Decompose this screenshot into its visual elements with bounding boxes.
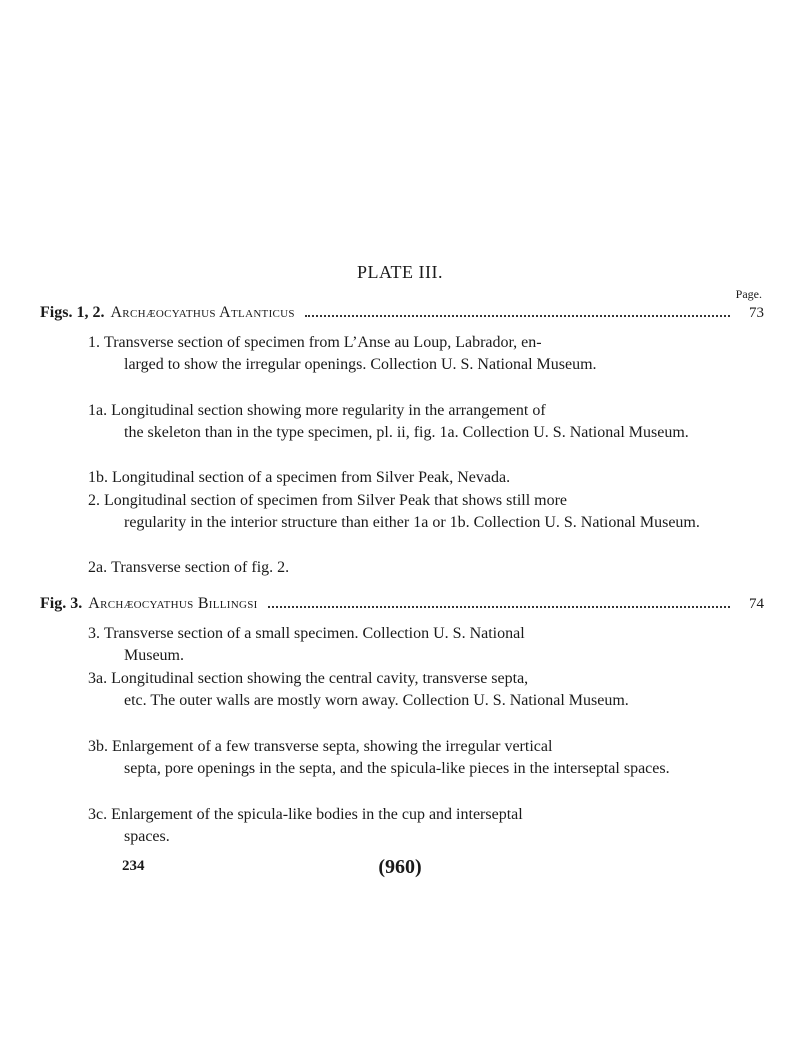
- page-reference: 73: [749, 305, 764, 321]
- entry-id: 3b.: [88, 738, 108, 755]
- page-column-label: Page.: [735, 287, 762, 301]
- entry-text: Transverse section of a small specimen. Collection U. S. National: [104, 625, 525, 642]
- entry-2: [88, 490, 720, 534]
- entry-3c: [88, 804, 720, 848]
- entry-text: Longitudinal section showing the central cavity, transverse septa,: [111, 670, 529, 687]
- entry-3: [88, 623, 720, 667]
- entry-continuation: septa, pore openings in the septa, and the spicula-like pieces in the interseptal spaces.: [124, 760, 670, 777]
- species-name: Archæocyathus Atlanticus: [110, 304, 295, 321]
- entry-text: Longitudinal section showing more regularity in the arrangement of: [111, 402, 546, 419]
- page-number: 234: [122, 858, 145, 874]
- entry-text: Longitudinal section of a specimen from Silver Peak, Nevada.: [112, 469, 511, 486]
- entry-id: 1a.: [88, 402, 108, 419]
- entry-1: [88, 332, 720, 376]
- species-name: Archæocyathus Billingsi: [88, 595, 258, 612]
- dot-leader: [305, 314, 730, 317]
- entry-id: 3a.: [88, 670, 108, 687]
- entry-id: 3c.: [88, 806, 108, 823]
- entry-continuation: larged to show the irregular openings. Collection U. S. National Museum.: [124, 356, 597, 373]
- entry-continuation: the skeleton than in the type specimen, pl. ii, fig. 1a. Collection U. S. National Museum.: [124, 424, 689, 441]
- dot-leader: [268, 605, 730, 608]
- entry-text: Enlargement of a few transverse septa, showing the irregular vertical: [112, 738, 553, 755]
- section-label: Fig. 3.: [40, 595, 83, 612]
- entry-id: 1.: [88, 334, 100, 351]
- entry-id: 3.: [88, 625, 100, 642]
- page-reference: 74: [749, 596, 764, 612]
- entry-3a: [88, 668, 720, 712]
- entry-text: Longitudinal section of specimen from Silver Peak that shows still more: [104, 492, 568, 509]
- entry-id: 1b.: [88, 469, 108, 486]
- entry-text: Transverse section of fig. 2.: [111, 559, 290, 576]
- section-label: Figs. 1, 2.: [40, 304, 105, 321]
- entry-text: Enlargement of the spicula-like bodies in the cup and interseptal: [111, 806, 523, 823]
- entry-id: 2a.: [88, 559, 108, 576]
- entry-id: 2.: [88, 492, 100, 509]
- center-page-number: (960): [378, 856, 422, 878]
- entry-continuation: regularity in the interior structure than either 1a or 1b. Collection U. S. National Museum.: [124, 514, 700, 531]
- section-header-2: [40, 595, 764, 613]
- entry-1b: [88, 467, 720, 489]
- section-header-1: [40, 304, 764, 322]
- plate-title: PLATE III.: [357, 262, 443, 282]
- entry-2a: [88, 557, 720, 579]
- entry-continuation: spaces.: [124, 828, 170, 845]
- entry-1a: [88, 400, 720, 444]
- entry-text: Transverse section of specimen from L’Anse au Loup, Labrador, en-: [104, 334, 542, 351]
- entry-continuation: etc. The outer walls are mostly worn away. Collection U. S. National Museum.: [124, 692, 629, 709]
- entry-3b: [88, 736, 720, 780]
- entry-continuation: Museum.: [124, 647, 184, 664]
